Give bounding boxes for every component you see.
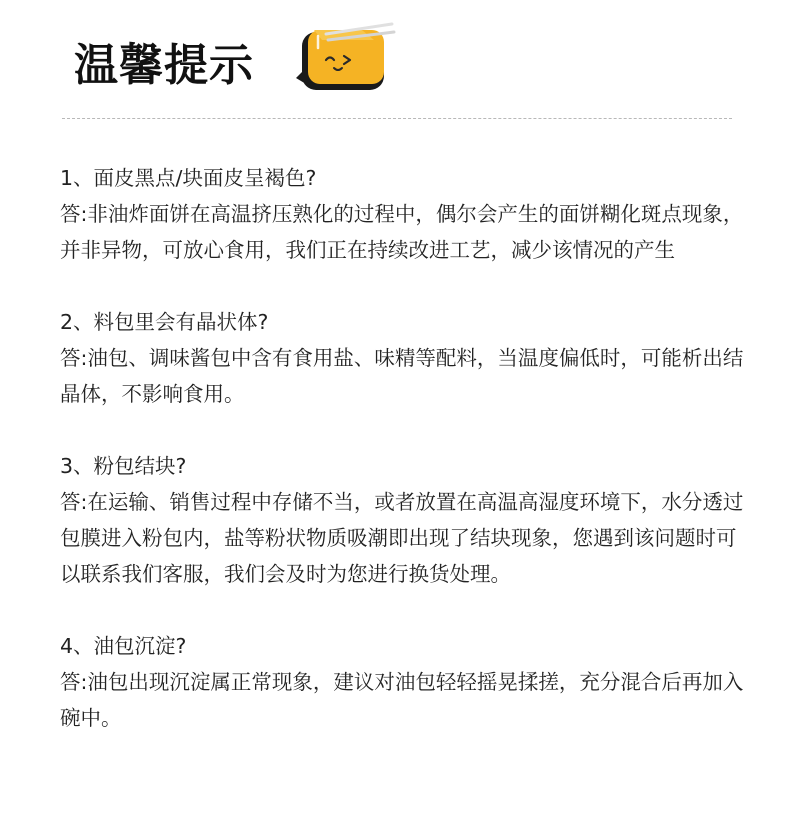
answer-prefix: 答: (60, 670, 88, 694)
answer-prefix: 答: (60, 346, 88, 370)
faq-question: 3、粉包结块? (60, 454, 187, 478)
faq-list (60, 160, 750, 772)
answer-prefix: 答: (60, 202, 88, 226)
faq-answer (60, 484, 750, 592)
faq-answer (60, 664, 750, 736)
faq-question: 4、油包沉淀? (60, 634, 187, 658)
page-title: 温馨提示 (74, 40, 254, 91)
answer-text: 油包、调味酱包中含有食用盐、味精等配料，当温度偏低时，可能析出结晶体，不影响食用。 (60, 346, 744, 406)
box-mascot-icon (292, 22, 402, 92)
faq-answer (60, 340, 750, 412)
faq-item (60, 160, 750, 268)
answer-text: 在运输、销售过程中存储不当，或者放置在高温高湿度环境下，水分透过包膜进入粉包内，盐等粉状物质吸潮即出现了结块现象，您遇到该问题时可以联系我们客服，我们会及时为您进行换货处理。 (60, 490, 744, 586)
faq-item (60, 448, 750, 592)
answer-text: 非油炸面饼在高温挤压熟化的过程中，偶尔会产生的面饼糊化斑点现象，并非异物，可放心食用，我们正在持续改进工艺，减少该情况的产生 (60, 202, 744, 262)
faq-item (60, 304, 750, 412)
faq-question: 1、面皮黑点/块面皮呈褐色? (60, 166, 317, 190)
answer-prefix: 答: (60, 490, 88, 514)
faq-item (60, 628, 750, 736)
header (70, 22, 770, 112)
dashed-divider (62, 118, 732, 119)
faq-question: 2、料包里会有晶状体? (60, 310, 269, 334)
faq-answer (60, 196, 750, 268)
answer-text: 油包出现沉淀属正常现象，建议对油包轻轻摇晃揉搓，充分混合后再加入碗中。 (60, 670, 744, 730)
